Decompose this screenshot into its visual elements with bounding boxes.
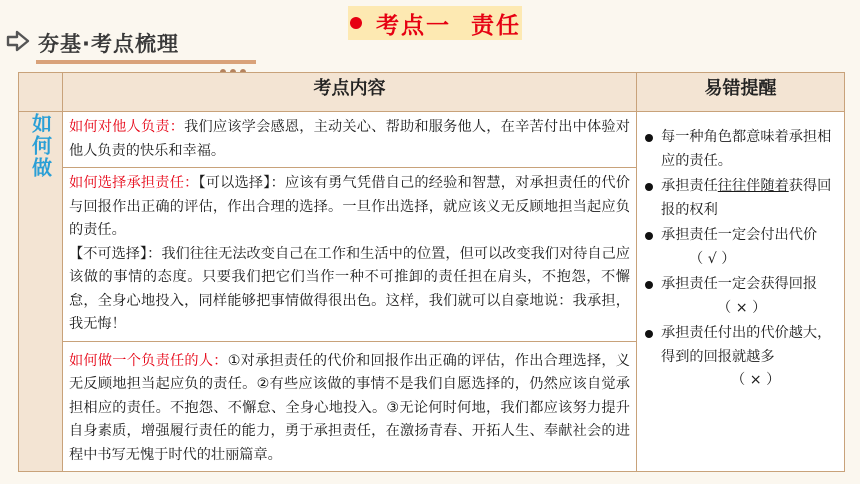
side-label-cell bbox=[19, 112, 63, 472]
row-label: 如何选择承担责任： bbox=[69, 175, 199, 191]
bullet-icon bbox=[645, 183, 653, 191]
arrow-right-icon bbox=[6, 30, 30, 52]
tip-underlined-text: 往往伴随着 bbox=[717, 178, 789, 194]
tip-item bbox=[645, 322, 836, 393]
row-text: 【可以选择】：应该有勇气凭借自己的经验和智慧，对承担责任的代价与回报作出正确的评估，作出合理的选择。一旦作出选择，就应该义无反顾地担当起应负的责任。 bbox=[69, 175, 630, 238]
bullet-icon bbox=[645, 281, 653, 289]
bullet-icon bbox=[645, 134, 653, 142]
table-header-row bbox=[19, 73, 845, 112]
bullet-icon bbox=[645, 232, 653, 240]
topic-title: 考点一 责任 bbox=[376, 12, 522, 39]
tip-item bbox=[645, 273, 836, 320]
tip-mark: （ × ） bbox=[731, 372, 781, 388]
tip-text: 承担责任付出的代价越大，得到的回报就越多 bbox=[661, 325, 832, 365]
tips-cell bbox=[637, 112, 845, 472]
tip-mark: （ √ ） bbox=[689, 250, 736, 267]
red-bullet-icon bbox=[350, 17, 362, 29]
tip-text: 承担责任一定会付出代价 bbox=[661, 227, 818, 243]
col-header-content: 考点内容 bbox=[63, 73, 637, 112]
bullet-icon bbox=[645, 330, 653, 338]
col-header-tips: 易错提醒 bbox=[637, 73, 845, 112]
row-label: 如何对他人负责： bbox=[69, 119, 185, 135]
row-text: ①对承担责任的代价和回报作出正确的评估，作出合理选择，义无反顾地担当起应负的责任。②有些应该做的事情不是我们自愿选择的，仍然应该自觉承担相应的责任。不抱怨、不懈怠、全身心地投入。③无论何时何地，我们都应该努力提升自身素质，增强履行责任的能力，勇于承担责任，在激扬青春、开拓人生、奉献社会的进程中书写无愧于时代的壮丽篇章。 bbox=[69, 352, 630, 463]
side-label: 如何做 bbox=[28, 113, 53, 179]
tip-item bbox=[645, 224, 836, 271]
row-text: 【不可选择】：我们往往无法改变自己在工作和生活中的位置，但可以改变我们对待自己应该做的事情的态度。只要我们把它们当作一种不可推卸的责任担在肩头，不抱怨，不懈怠，全身心地投入，同样能够把事情做得很出色。这样，我们就可以自豪地说：我承担，我无悔！ bbox=[69, 245, 630, 332]
topic-banner bbox=[348, 6, 522, 40]
tip-text: 承担责任一定会获得回报 bbox=[661, 276, 818, 292]
content-cell bbox=[63, 168, 637, 342]
row-label: 如何做一个负责任的人： bbox=[69, 352, 228, 369]
content-cell bbox=[63, 341, 637, 472]
tip-item bbox=[645, 126, 836, 173]
tip-mark: （ × ） bbox=[717, 299, 767, 316]
tip-text: 承担责任 bbox=[661, 178, 718, 194]
tip-text: 每一种角色都意味着承担相应的责任。 bbox=[661, 129, 832, 169]
content-cell bbox=[63, 112, 637, 168]
corner-cell bbox=[19, 73, 63, 112]
row-text: 我们应该学会感恩，主动关心、帮助和服务他人，在辛苦付出中体验对他人负责的快乐和幸福。 bbox=[69, 119, 630, 159]
content-table bbox=[18, 72, 845, 472]
tip-text: 获得回报的权利 bbox=[661, 178, 832, 218]
section-title: 夯基·考点梳理 bbox=[38, 32, 179, 56]
table-row bbox=[19, 112, 845, 168]
tip-item bbox=[645, 175, 836, 222]
